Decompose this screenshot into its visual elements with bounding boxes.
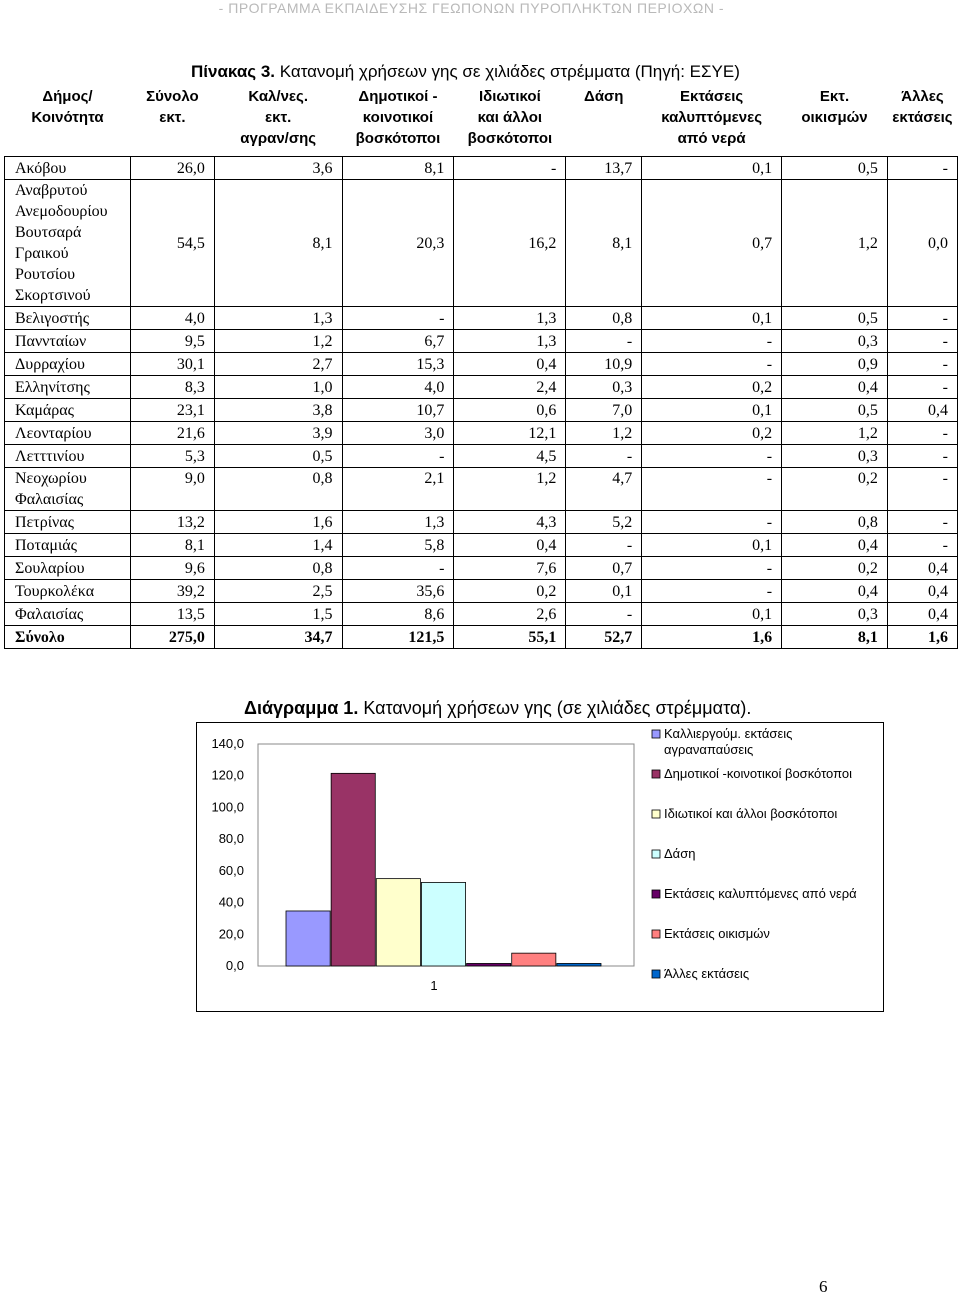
column-header: Δημοτικοί - κοινοτικοί βοσκότοποι xyxy=(355,88,441,147)
table-row xyxy=(5,468,958,511)
table-cell: 0,9 xyxy=(782,353,888,376)
table-cell: 0,8 xyxy=(782,511,888,534)
table-cell: - xyxy=(642,511,782,534)
column-header: Δάση xyxy=(584,88,624,105)
table-cell: 4,5 xyxy=(454,445,566,468)
table-row xyxy=(5,180,958,307)
column-header: Καλ/νες. εκτ. αγραν/σης xyxy=(240,88,317,147)
table-cell: - xyxy=(642,557,782,580)
y-tick-label: 100,0 xyxy=(211,799,244,815)
table-cell: 0,4 xyxy=(887,580,957,603)
legend-label: Άλλες εκτάσεις xyxy=(664,966,750,981)
legend-swatch xyxy=(652,730,660,738)
page-header xyxy=(0,0,960,22)
table-cell: - xyxy=(454,157,566,180)
table-cell: 0,3 xyxy=(782,445,888,468)
table-cell: 0,2 xyxy=(782,468,888,511)
y-tick-label: 140,0 xyxy=(211,736,244,751)
table-cell: 0,4 xyxy=(887,399,957,422)
table-cell: - xyxy=(887,376,957,399)
y-tick-label: 60,0 xyxy=(218,862,244,878)
table-cell: - xyxy=(566,445,642,468)
page-number: 6 xyxy=(819,1277,828,1296)
table-cell: 1,3 xyxy=(342,511,454,534)
table-cell: 0,4 xyxy=(454,534,566,557)
legend-swatch xyxy=(652,930,660,938)
table-cell: 0,4 xyxy=(454,353,566,376)
table-cell: 9,5 xyxy=(130,330,214,353)
table-body xyxy=(5,157,958,649)
row-name: Παννταίων xyxy=(5,330,131,353)
table-cell: 0,8 xyxy=(214,557,342,580)
row-name: Ελληνίτσης xyxy=(5,376,131,399)
table-row xyxy=(5,603,958,626)
table-cell: 2,7 xyxy=(214,353,342,376)
table-cell: 1,2 xyxy=(566,422,642,445)
table-cell: - xyxy=(887,511,957,534)
bar-4 xyxy=(421,882,465,966)
table-cell: 1,2 xyxy=(782,180,888,307)
table-cell: 1,4 xyxy=(214,534,342,557)
table-cell: 13,7 xyxy=(566,157,642,180)
column-header: Δήμος/ Κοινότητα xyxy=(31,88,104,126)
table-cell: 39,2 xyxy=(130,580,214,603)
table-cell: 1,0 xyxy=(214,376,342,399)
table-cell: 0,5 xyxy=(782,399,888,422)
table-cell: 2,6 xyxy=(454,603,566,626)
row-name: Λεονταρίου xyxy=(5,422,131,445)
table-cell: - xyxy=(566,330,642,353)
table-cell: 34,7 xyxy=(214,626,342,649)
table-caption xyxy=(191,62,740,82)
column-header: Ιδιωτικοί και άλλοι βοσκότοποι xyxy=(467,88,553,147)
legend-label: Καλλιεργούμ. εκτάσεις xyxy=(664,726,793,741)
table-cell: 10,9 xyxy=(566,353,642,376)
table-cell: 10,7 xyxy=(342,399,454,422)
table-row xyxy=(5,534,958,557)
column-header: Εκτ. οικισμών xyxy=(801,88,868,126)
legend-swatch xyxy=(652,850,660,858)
table-cell: 12,1 xyxy=(454,422,566,445)
table-cell: 0,4 xyxy=(782,580,888,603)
table-cell: 8,1 xyxy=(130,534,214,557)
table-row xyxy=(5,399,958,422)
table-cell: 16,2 xyxy=(454,180,566,307)
table-cell: 0,1 xyxy=(642,534,782,557)
x-tick-label: 1 xyxy=(430,978,438,993)
table-cell: - xyxy=(887,353,957,376)
bar-3 xyxy=(376,879,420,966)
table-cell: 0,3 xyxy=(782,603,888,626)
y-tick-label: 40,0 xyxy=(218,894,244,910)
table-cell: 0,7 xyxy=(566,557,642,580)
table-row xyxy=(5,445,958,468)
table-cell: 55,1 xyxy=(454,626,566,649)
table-row xyxy=(5,557,958,580)
table-row xyxy=(5,422,958,445)
row-name: Δυρραχίου xyxy=(5,353,131,376)
table-cell: - xyxy=(887,330,957,353)
table-cell: 0,1 xyxy=(642,399,782,422)
table-cell: - xyxy=(342,557,454,580)
table-cell: 0,5 xyxy=(782,157,888,180)
y-tick-label: 120,0 xyxy=(211,767,244,783)
table-cell: 23,1 xyxy=(130,399,214,422)
chart-caption-text: Κατανομή χρήσεων γης (σε χιλιάδες στρέμματα). xyxy=(358,698,752,718)
table-cell: - xyxy=(566,534,642,557)
land-use-chart xyxy=(196,722,884,1012)
table-cell: 3,0 xyxy=(342,422,454,445)
table-cell: 4,0 xyxy=(130,307,214,330)
table-cell: 0,5 xyxy=(782,307,888,330)
table-cell: 1,3 xyxy=(454,307,566,330)
table-cell: 26,0 xyxy=(130,157,214,180)
table-cell: 0,1 xyxy=(566,580,642,603)
table-cell: 7,6 xyxy=(454,557,566,580)
table-cell: - xyxy=(642,445,782,468)
legend-label: Εκτάσεις οικισμών xyxy=(664,926,770,941)
table-cell: 2,1 xyxy=(342,468,454,511)
table-cell: 0,2 xyxy=(642,376,782,399)
table-cell: 4,7 xyxy=(566,468,642,511)
table-cell: 6,7 xyxy=(342,330,454,353)
bar-6 xyxy=(512,953,556,966)
table-cell: - xyxy=(642,330,782,353)
table-cell: - xyxy=(642,580,782,603)
table-cell: 0,7 xyxy=(642,180,782,307)
table-cell: 1,6 xyxy=(887,626,957,649)
table-row xyxy=(5,580,958,603)
bar-7 xyxy=(557,963,601,966)
table-cell: 0,8 xyxy=(566,307,642,330)
row-name: Σύνολο xyxy=(5,626,131,649)
column-header: Σύνολο εκτ. xyxy=(146,88,199,126)
table-cell: 1,2 xyxy=(214,330,342,353)
header-title: - ΠΡΟΓΡΑΜΜΑ ΕΚΠΑΙΔΕΥΣΗΣ ΓΕΩΠΟΝΩΝ ΠΥΡΟΠΛΗΚΤΩΝ ΠΕΡΙΟΧΩΝ - xyxy=(218,0,724,16)
table-total-row xyxy=(5,626,958,649)
table-cell: 0,2 xyxy=(782,557,888,580)
table-cell: - xyxy=(887,422,957,445)
legend-swatch xyxy=(652,890,660,898)
row-name: Νεοχωρίου Φαλαισίας xyxy=(5,468,131,511)
table-cell: 0,4 xyxy=(887,557,957,580)
table-cell: 5,8 xyxy=(342,534,454,557)
table-cell: 13,5 xyxy=(130,603,214,626)
table-header-row xyxy=(5,84,958,157)
table-cell: - xyxy=(887,468,957,511)
row-name: Αναβρυτού Ανεμοδουρίου Βουτσαρά Γραικού Ρουτσίου Σκορτσινού xyxy=(5,180,131,307)
table-cell: 1,5 xyxy=(214,603,342,626)
table-cell: 1,3 xyxy=(454,330,566,353)
table-cell: 5,3 xyxy=(130,445,214,468)
legend-swatch xyxy=(652,770,660,778)
bar-2 xyxy=(331,773,375,966)
table-cell: 9,6 xyxy=(130,557,214,580)
bar-5 xyxy=(467,963,511,966)
row-name: Φαλαισίας xyxy=(5,603,131,626)
table-cell: 8,1 xyxy=(782,626,888,649)
table-cell: 0,0 xyxy=(887,180,957,307)
table-cell: 30,1 xyxy=(130,353,214,376)
legend-swatch xyxy=(652,810,660,818)
table-row xyxy=(5,511,958,534)
table-cell: 8,1 xyxy=(214,180,342,307)
row-name: Τουρκολέκα xyxy=(5,580,131,603)
table-cell: 8,6 xyxy=(342,603,454,626)
table-cell: 21,6 xyxy=(130,422,214,445)
legend-label: Εκτάσεις καλυπτόμενες από νερά xyxy=(664,886,857,901)
table-cell: 275,0 xyxy=(130,626,214,649)
table-cell: 13,2 xyxy=(130,511,214,534)
table-cell: 0,4 xyxy=(887,603,957,626)
row-name: Σουλαρίου xyxy=(5,557,131,580)
table-cell: - xyxy=(887,445,957,468)
table-cell: 0,3 xyxy=(566,376,642,399)
column-header: Άλλες εκτάσεις xyxy=(892,88,953,126)
table-cell: 0,6 xyxy=(454,399,566,422)
table-cell: 0,1 xyxy=(642,307,782,330)
table-cell: 8,1 xyxy=(342,157,454,180)
chart-caption xyxy=(244,698,751,719)
legend-label: αγραναπαύσεις xyxy=(664,742,754,757)
table-cell: 0,5 xyxy=(214,445,342,468)
table-cell: 1,2 xyxy=(782,422,888,445)
table-cell: 9,0 xyxy=(130,468,214,511)
table-cell: 1,2 xyxy=(454,468,566,511)
legend-label: Δημοτικοί -κοινοτικοί βοσκότοποι xyxy=(664,766,852,781)
y-tick-label: 80,0 xyxy=(218,831,244,847)
table-cell: - xyxy=(566,603,642,626)
table-cell: 0,4 xyxy=(782,376,888,399)
table-cell: 0,8 xyxy=(214,468,342,511)
table-cell: - xyxy=(342,307,454,330)
table-cell: 2,4 xyxy=(454,376,566,399)
table-cell: - xyxy=(887,534,957,557)
table-row xyxy=(5,157,958,180)
table-cell: 1,3 xyxy=(214,307,342,330)
table-cell: 0,2 xyxy=(454,580,566,603)
table-row xyxy=(5,376,958,399)
bar-1 xyxy=(286,911,330,966)
table-row xyxy=(5,307,958,330)
row-name: Ποταμιάς xyxy=(5,534,131,557)
land-use-table xyxy=(4,84,958,649)
table-row xyxy=(5,330,958,353)
row-name: Βελιγοστής xyxy=(5,307,131,330)
table-cell: 121,5 xyxy=(342,626,454,649)
column-header: Εκτάσεις καλυπτόμενες από νερά xyxy=(661,88,763,147)
table-cell: 4,3 xyxy=(454,511,566,534)
table-cell: 4,0 xyxy=(342,376,454,399)
table-cell: 0,1 xyxy=(642,157,782,180)
table-cell: 8,1 xyxy=(566,180,642,307)
table-cell: 15,3 xyxy=(342,353,454,376)
legend-label: Ιδιωτικοί και άλλοι βοσκότοποι xyxy=(664,806,838,821)
table-cell: - xyxy=(642,468,782,511)
table-cell: 35,6 xyxy=(342,580,454,603)
table-cell: 0,1 xyxy=(642,603,782,626)
legend-swatch xyxy=(652,970,660,978)
table-cell: 2,5 xyxy=(214,580,342,603)
legend-label: Δάση xyxy=(664,846,696,861)
chart-caption-label: Διάγραμμα 1. xyxy=(244,698,359,718)
table-row xyxy=(5,353,958,376)
table-cell: 1,6 xyxy=(642,626,782,649)
table-cell: 3,9 xyxy=(214,422,342,445)
table-cell: 3,6 xyxy=(214,157,342,180)
table-cell: 52,7 xyxy=(566,626,642,649)
row-name: Λετττινίου xyxy=(5,445,131,468)
table-cell: 8,3 xyxy=(130,376,214,399)
table-cell: 1,6 xyxy=(214,511,342,534)
table-cell: 0,4 xyxy=(782,534,888,557)
row-name: Καμάρας xyxy=(5,399,131,422)
y-tick-label: 0,0 xyxy=(225,958,244,973)
table-cell: - xyxy=(887,157,957,180)
table-caption-text: Κατανομή χρήσεων γης σε χιλιάδες στρέμματα (Πηγή: ΕΣΥΕ) xyxy=(275,62,740,81)
table-cell: - xyxy=(642,353,782,376)
table-cell: 0,3 xyxy=(782,330,888,353)
row-name: Πετρίνας xyxy=(5,511,131,534)
table-cell: 54,5 xyxy=(130,180,214,307)
table-cell: 5,2 xyxy=(566,511,642,534)
row-name: Ακόβου xyxy=(5,157,131,180)
table-cell: - xyxy=(342,445,454,468)
table-cell: 20,3 xyxy=(342,180,454,307)
table-cell: - xyxy=(887,307,957,330)
y-tick-label: 20,0 xyxy=(218,926,244,942)
table-caption-label: Πίνακας 3. xyxy=(191,62,276,81)
table-cell: 3,8 xyxy=(214,399,342,422)
table-cell: 7,0 xyxy=(566,399,642,422)
table-cell: 0,2 xyxy=(642,422,782,445)
